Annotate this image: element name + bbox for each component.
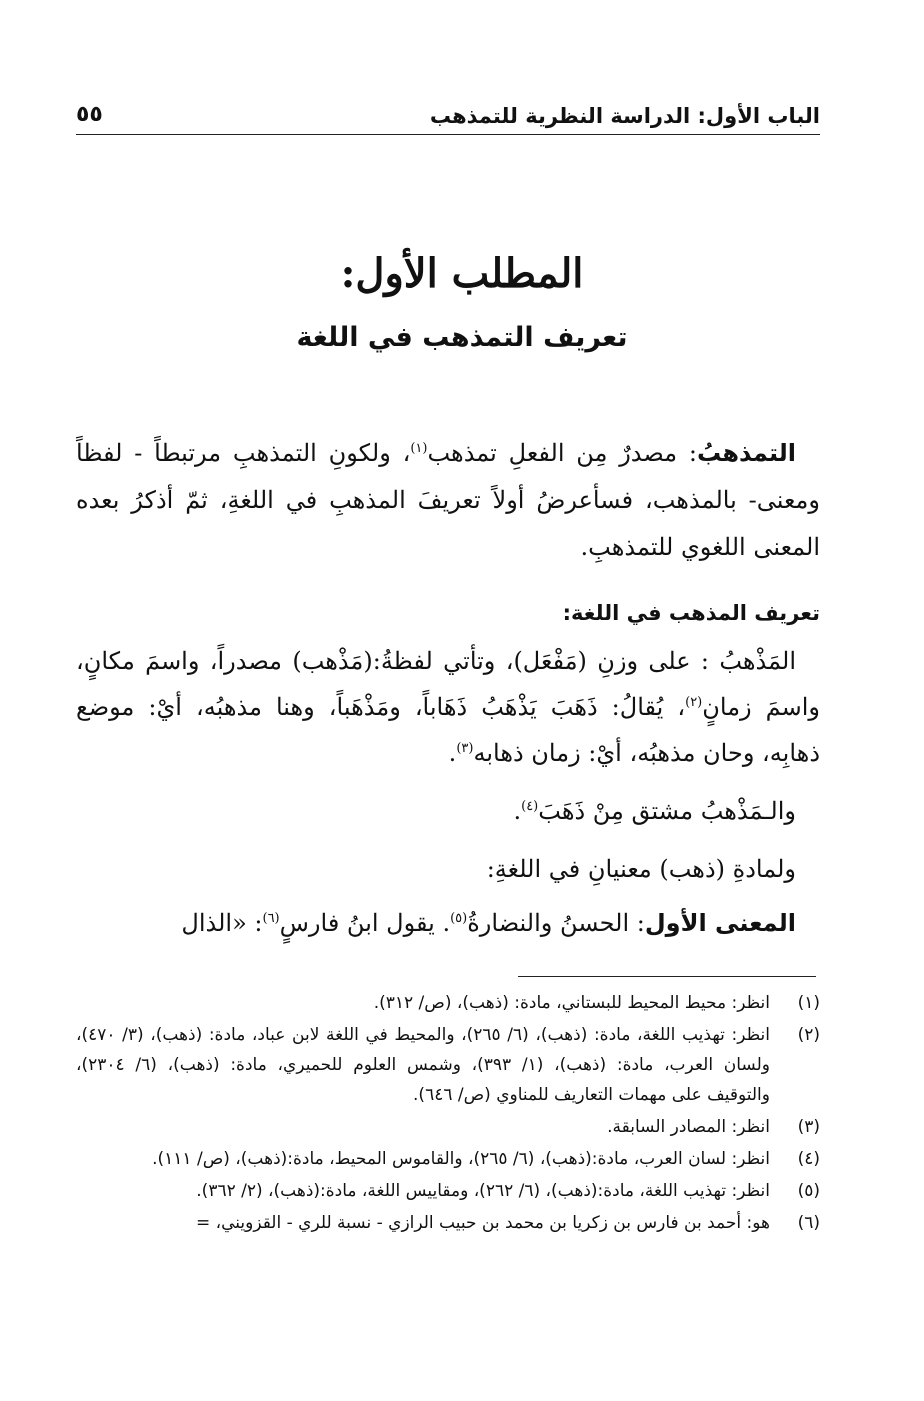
footnote-ref-6: (٦) xyxy=(262,911,280,926)
footnote-ref-5: (٥) xyxy=(450,911,468,926)
footnote-number: (٤) xyxy=(797,1149,820,1169)
meanings-intro: ولمادةِ (ذهب) معنيانِ في اللغةِ: xyxy=(486,855,796,883)
intro-text-a: : مصدرٌ مِن الفعلِ تمذهب xyxy=(427,439,697,467)
footnote-item xyxy=(76,988,820,1018)
first-meaning-label: المعنى الأول xyxy=(644,909,796,937)
footnote-number: (١) xyxy=(797,993,820,1013)
page-number: ٥٥ xyxy=(76,102,103,127)
subheading-madhhab: تعريف المذهب في اللغة: xyxy=(562,601,820,625)
running-title: الباب الأول: الدراسة النظرية للتمذهب xyxy=(429,104,820,128)
footnote-number: (٥) xyxy=(797,1181,820,1201)
derivation-paragraph xyxy=(76,788,820,835)
footnote-item xyxy=(76,1208,820,1238)
first-meaning-paragraph xyxy=(76,900,820,947)
term-tamadhhub: التمذهبُ xyxy=(696,439,796,467)
definition-text-b: ، يُقالُ: ذَهَبَ يَذْهَبُ ذَهَاباً، ومَذْهَباً، وهنا مذهبُه، أيْ: موضع ذهابِه، وحان مذهبُه، أيْ: زمان ذهابه xyxy=(76,693,820,767)
footnote-text: هو: أحمد بن فارس بن زكريا بن محمد بن حبيب الرازي - نسبة للري - القزويني، = xyxy=(195,1213,770,1233)
footnote-number: (٣) xyxy=(797,1117,820,1137)
footnote-item xyxy=(76,1112,820,1142)
footnote-separator xyxy=(518,976,816,977)
footnote-item xyxy=(76,1020,820,1110)
footnote-number: (٦) xyxy=(797,1213,820,1233)
footnote-ref-1: (١) xyxy=(410,441,428,456)
footnote-item xyxy=(76,1144,820,1174)
section-title: المطلب الأول: xyxy=(340,250,584,297)
footnote-item xyxy=(76,1176,820,1206)
intro-paragraph xyxy=(76,430,820,571)
derivation-end: . xyxy=(513,797,522,825)
footnote-text: انظر: محيط المحيط للبستاني، مادة: (ذهب)، (ص/ ٣١٢). xyxy=(373,993,770,1013)
footnote-text: انظر: تهذيب اللغة، مادة:(ذهب)، (٦/ ٢٦٢)، ومقاييس اللغة، مادة:(ذهب)، (٢/ ٣٦٢). xyxy=(196,1181,770,1201)
first-meaning-text-a: : الحسنُ والنضارةُ xyxy=(467,909,645,937)
footnote-number: (٢) xyxy=(797,1025,820,1045)
section-subtitle: تعريف التمذهب في اللغة xyxy=(296,322,628,353)
footnote-ref-4: (٤) xyxy=(521,799,539,814)
first-meaning-text-b: . يقول ابنُ فارسٍ xyxy=(279,909,451,937)
definition-text-a: المَذْهبُ : على وزنِ (مَفْعَل)، وتأتي لفظةُ:(مَذْهب) مصدراً، واسمَ مكانٍ، واسمَ زمانٍ xyxy=(76,647,820,721)
definition-text-c: . xyxy=(448,739,457,767)
intro-text-b: ، ولكونِ التمذهبِ مرتبطاً - لفظاً ومعنى- بالمذهب، فسأعرضُ أولاً تعريفَ المذهبِ في اللغةِ، ثمّ أذكرُ بعده المعنى اللغوي للتمذهبِ. xyxy=(76,439,821,561)
footnote-ref-3: (٣) xyxy=(456,741,474,756)
first-meaning-text-c: : «الذال xyxy=(181,909,263,937)
footnotes xyxy=(76,988,820,1240)
derivation-text: والـمَذْهبُ مشتق مِنْ ذَهَبَ xyxy=(538,797,796,825)
footnote-text: انظر: لسان العرب، مادة:(ذهب)، (٦/ ٢٦٥)، والقاموس المحيط، مادة:(ذهب)، (ص/ ١١١). xyxy=(152,1149,770,1169)
running-header xyxy=(76,96,820,135)
footnote-text: انظر: المصادر السابقة. xyxy=(607,1117,770,1137)
definition-paragraph xyxy=(76,638,820,776)
footnote-text: انظر: تهذيب اللغة، مادة: (ذهب)، (٦/ ٢٦٥)، والمحيط في اللغة لابن عباد، مادة: (ذهب)، (٣/ ٤٧٠)، ولسان العرب، مادة: (ذهب)، (١/ ٣٩٣)، وشمس العلوم للحميري، مادة: (ذهب)، (٦/ ٢٣٠٤)، والتوقيف على مهمات التعاريف للمناوي (ص/ ٦٤٦). xyxy=(76,1025,771,1105)
footnote-ref-2: (٢) xyxy=(685,695,703,710)
